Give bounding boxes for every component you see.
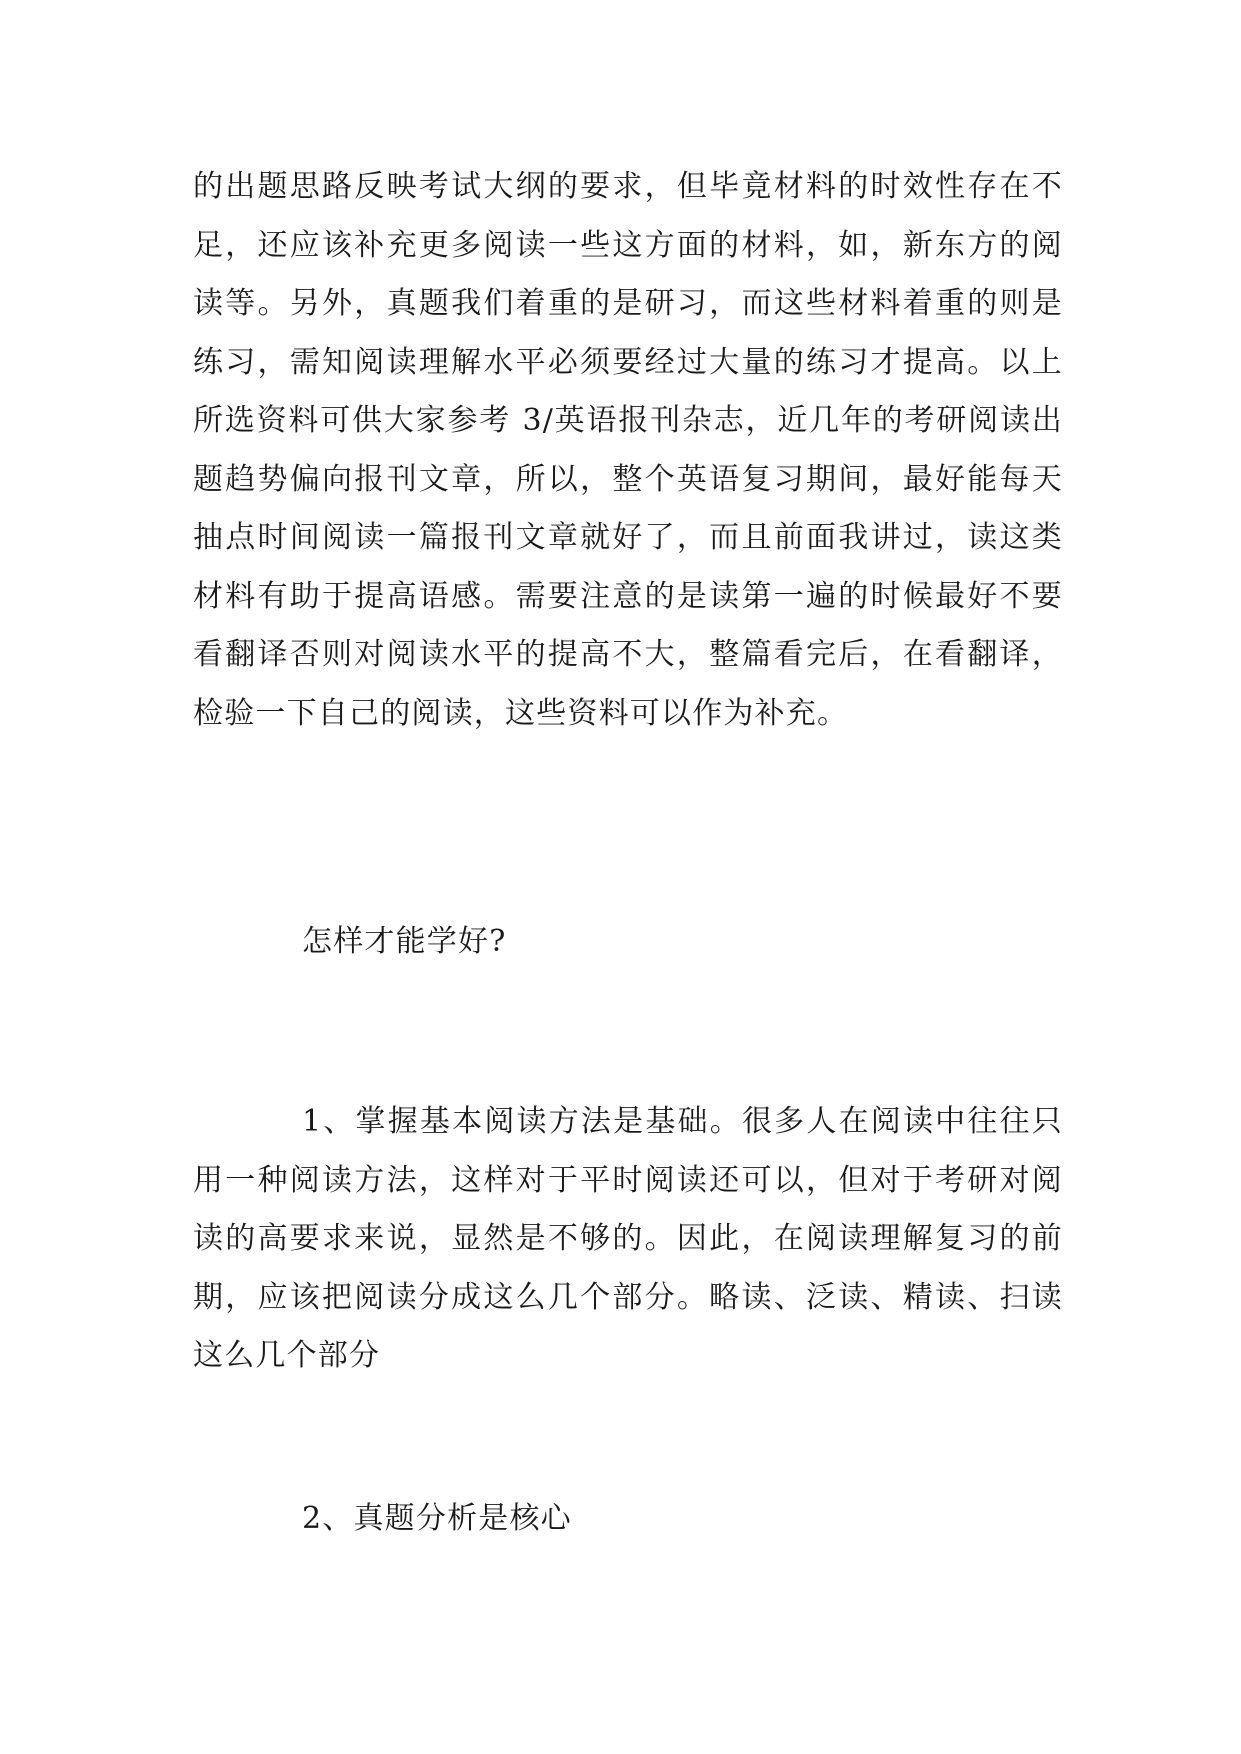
list-item-1: 1、掌握基本阅读方法是基础。很多人在阅读中往往只用一种阅读方法，这样对于平时阅读还可以，但对于考研对阅读的高要求来说，显然是不够的。因此，在阅读理解复习的前期，应该把阅读分成这么几个部分。略读、泛读、精读、扫读这么几个部分	[193, 1104, 1063, 1373]
section-heading: 怎样才能学好?	[302, 924, 507, 959]
list-item-2: 2、真题分析是核心	[302, 1501, 572, 1536]
paragraph-continuation: 的出题思路反映考试大纲的要求，但毕竟材料的时效性存在不足，还应该补充更多阅读一些这方面的材料，如，新东方的阅读等。另外，真题我们着重的是研习，而这些材料着重的则是练习，需知阅读理解水平必须要经过大量的练习才提高。以上所选资料可供大家参考 3/英语报刊杂志，近几年的考研阅读出题趋势偏向报刊文章，所以，整个英语复习期间，最好能每天抽点时间阅读一篇报刊文章就好了，而且前面我讲过，读这类材料有助于提高语感。需要注意的是读第一遍的时候最好不要看翻译否则对阅读水平的提高不大，整篇看完后，在看翻译，检验一下自己的阅读，这些资料可以作为补充。	[193, 169, 1063, 731]
